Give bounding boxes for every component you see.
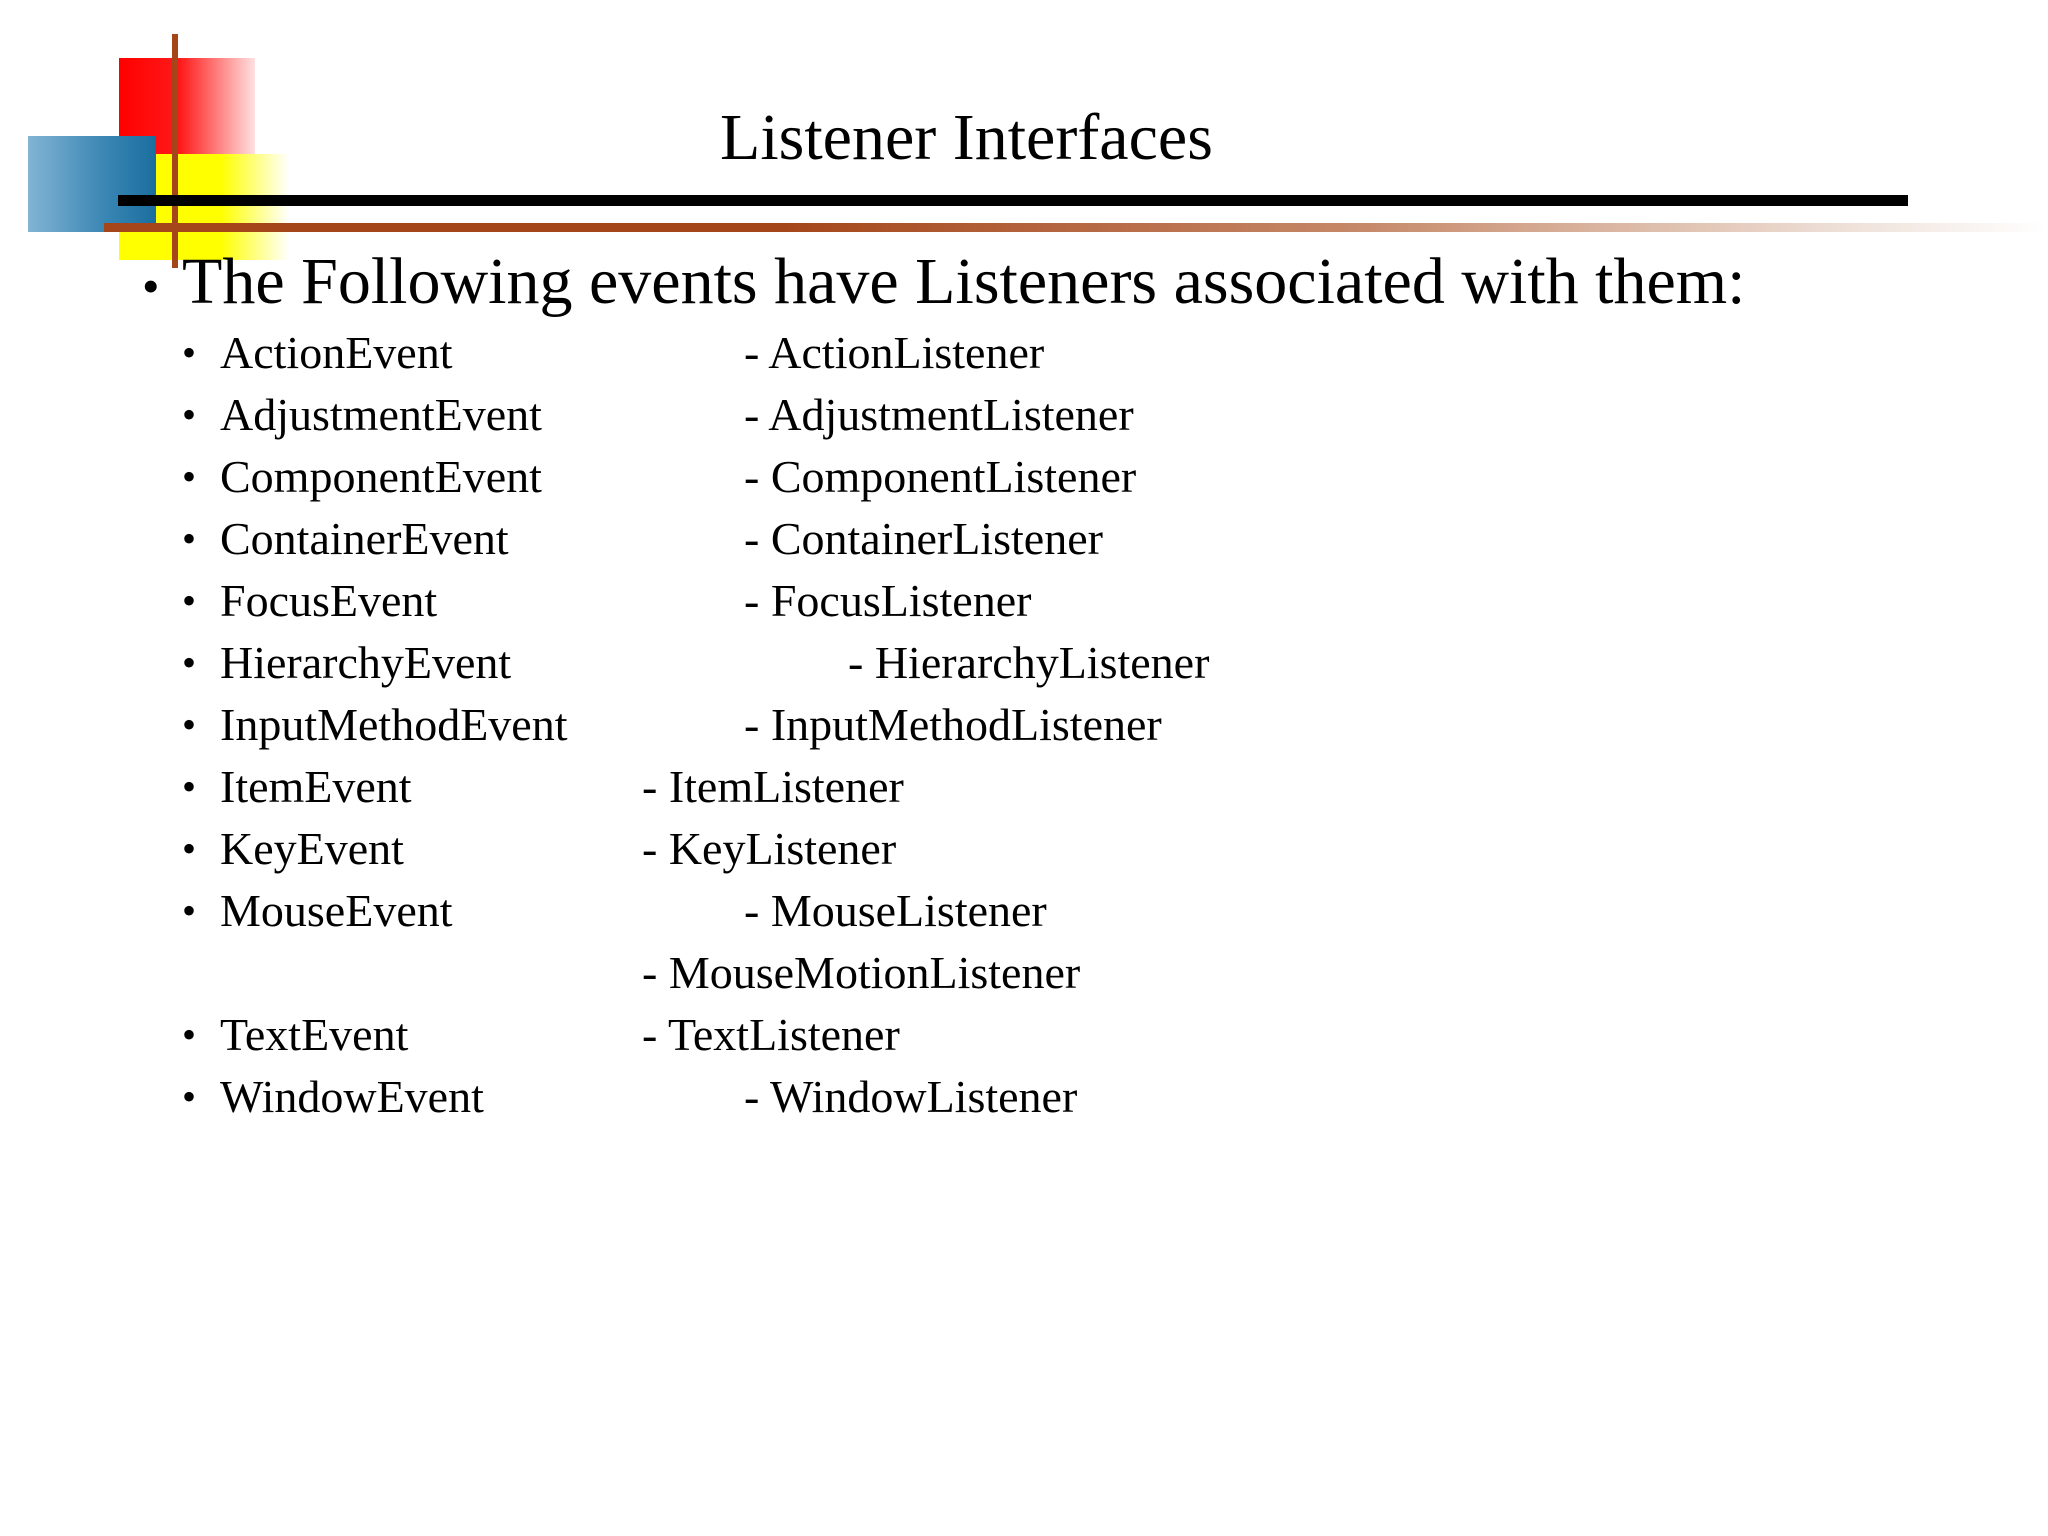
event-name: AdjustmentEvent bbox=[220, 389, 542, 440]
listener-name: - InputMethodListener bbox=[744, 699, 1162, 750]
listener-name: - FocusListener bbox=[744, 575, 1032, 626]
listener-name: - MouseListener bbox=[744, 885, 1047, 936]
event-name: HierarchyEvent bbox=[220, 637, 512, 688]
event-name: InputMethodEvent bbox=[220, 699, 568, 750]
bullet-marker: • bbox=[182, 578, 197, 623]
event-name: WindowEvent bbox=[220, 1071, 484, 1122]
listener-name: - AdjustmentListener bbox=[744, 389, 1134, 440]
bullet-marker: • bbox=[182, 764, 197, 809]
listener-name: - ActionListener bbox=[744, 327, 1045, 378]
bullet-marker: • bbox=[182, 1012, 197, 1057]
blue-square-decoration bbox=[28, 136, 156, 232]
event-name: ActionEvent bbox=[220, 327, 453, 378]
listener-name: - TextListener bbox=[642, 1009, 900, 1060]
event-name: ComponentEvent bbox=[220, 451, 542, 502]
vertical-rule-decoration bbox=[172, 34, 178, 268]
intro-text: The Following events have Listeners associated with them: bbox=[182, 245, 1746, 318]
bullet-marker: • bbox=[142, 258, 160, 314]
bullet-marker: • bbox=[182, 330, 197, 375]
bullet-marker: • bbox=[182, 888, 197, 933]
listener-name: - KeyListener bbox=[642, 823, 897, 874]
listener-name: - ComponentListener bbox=[744, 451, 1137, 502]
event-name: ItemEvent bbox=[220, 761, 412, 812]
bullet-marker: • bbox=[182, 392, 197, 437]
event-name: FocusEvent bbox=[220, 575, 438, 626]
event-name: KeyEvent bbox=[220, 823, 404, 874]
bullet-marker: • bbox=[182, 702, 197, 747]
bullet-marker: • bbox=[182, 640, 197, 685]
slide-title: Listener Interfaces bbox=[720, 101, 1213, 174]
bullet-marker: • bbox=[182, 516, 197, 561]
bullet-marker: • bbox=[182, 1074, 197, 1119]
listener-name: - WindowListener bbox=[744, 1071, 1078, 1122]
listener-name: - ItemListener bbox=[642, 761, 904, 812]
listener-name: - HierarchyListener bbox=[848, 637, 1210, 688]
bullet-marker: • bbox=[182, 826, 197, 871]
event-name: MouseEvent bbox=[220, 885, 453, 936]
event-name: TextEvent bbox=[220, 1009, 409, 1060]
listener-name: - MouseMotionListener bbox=[642, 947, 1081, 998]
brown-rule-decoration bbox=[104, 223, 2048, 232]
title-underline bbox=[118, 195, 1908, 206]
intro-bullet bbox=[142, 242, 1745, 326]
listener-name: - ContainerListener bbox=[744, 513, 1103, 564]
event-name: ContainerEvent bbox=[220, 513, 509, 564]
bullet-marker: • bbox=[182, 454, 197, 499]
